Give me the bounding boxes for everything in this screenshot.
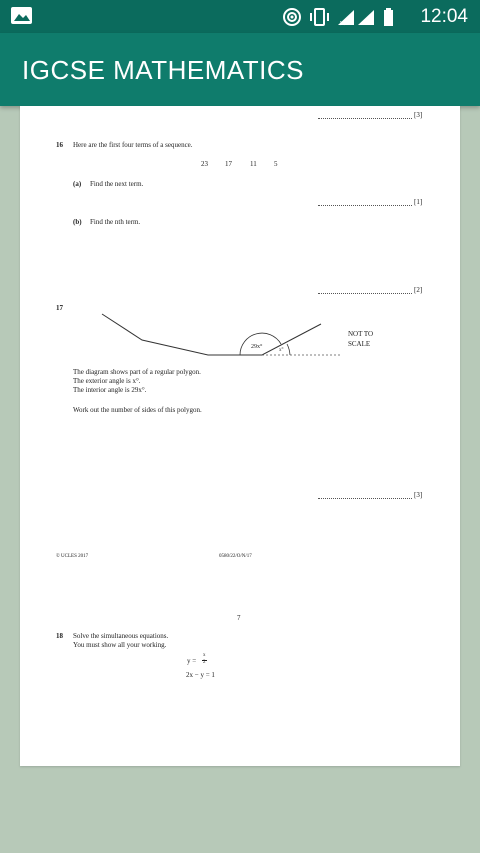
app-title: IGCSE MATHEMATICS xyxy=(22,55,304,85)
fraction-denominator: 2 xyxy=(203,660,206,665)
question-text: The interior angle is 29x°. xyxy=(73,386,147,394)
not-to-scale-label: SCALE xyxy=(348,340,371,348)
document-page[interactable] xyxy=(20,106,460,766)
copyright: © UCLES 2017 xyxy=(56,554,89,559)
app-bar xyxy=(0,33,480,106)
question-task: Work out the number of sides of this polygon. xyxy=(73,406,202,414)
not-to-scale-label: NOT TO xyxy=(348,330,374,338)
status-icons xyxy=(282,6,402,26)
status-bar xyxy=(0,0,480,33)
answer-line xyxy=(318,498,412,499)
image-icon xyxy=(11,7,32,24)
part-text: Find the next term. xyxy=(90,180,144,188)
answer-line xyxy=(318,293,412,294)
question-number: 16 xyxy=(56,141,63,149)
question-text: The exterior angle is x°. xyxy=(73,377,141,385)
clock: 12:04 xyxy=(420,6,468,27)
sequence-term: 17 xyxy=(225,160,232,168)
answer-line xyxy=(318,205,412,206)
exterior-angle-arc xyxy=(287,344,290,355)
mark: [3] xyxy=(414,491,423,499)
signal-icon xyxy=(338,10,354,27)
vibrate-icon xyxy=(311,9,328,25)
question-text: The diagram shows part of a regular polygon. xyxy=(73,368,201,376)
mark: [1] xyxy=(414,198,423,206)
part-text: Find the nth term. xyxy=(90,218,141,226)
mark: [2] xyxy=(414,286,423,294)
exterior-angle-label: x° xyxy=(279,348,284,353)
paper-code: 0580/22/O/N/17 xyxy=(219,554,252,559)
mark: [3] xyxy=(414,111,423,119)
interior-angle-label: 29x° xyxy=(251,344,263,350)
sequence-term: 23 xyxy=(201,160,208,168)
question-text: Here are the first four terms of a sequence. xyxy=(73,141,193,149)
polygon-diagram xyxy=(90,306,350,366)
hotspot-icon xyxy=(284,9,300,25)
part-label: (b) xyxy=(73,218,82,226)
question-text: You must show all your working. xyxy=(73,641,167,649)
signal-icon xyxy=(358,10,374,25)
sequence-term: 11 xyxy=(250,160,257,168)
equation: 2x − y = 1 xyxy=(186,671,215,679)
polygon-edge xyxy=(102,314,321,355)
question-number: 17 xyxy=(56,304,63,312)
svg-text:↑↓: ↑↓ xyxy=(339,20,346,27)
part-label: (a) xyxy=(73,180,82,188)
equation-lhs: y = xyxy=(187,657,197,665)
fraction-numerator: x xyxy=(203,653,206,658)
page-number: 7 xyxy=(237,614,241,622)
question-text: Solve the simultaneous equations. xyxy=(73,632,169,640)
question-number: 18 xyxy=(56,632,63,640)
battery-icon xyxy=(384,8,393,26)
answer-line xyxy=(318,118,412,119)
sequence-term: 5 xyxy=(274,160,278,168)
